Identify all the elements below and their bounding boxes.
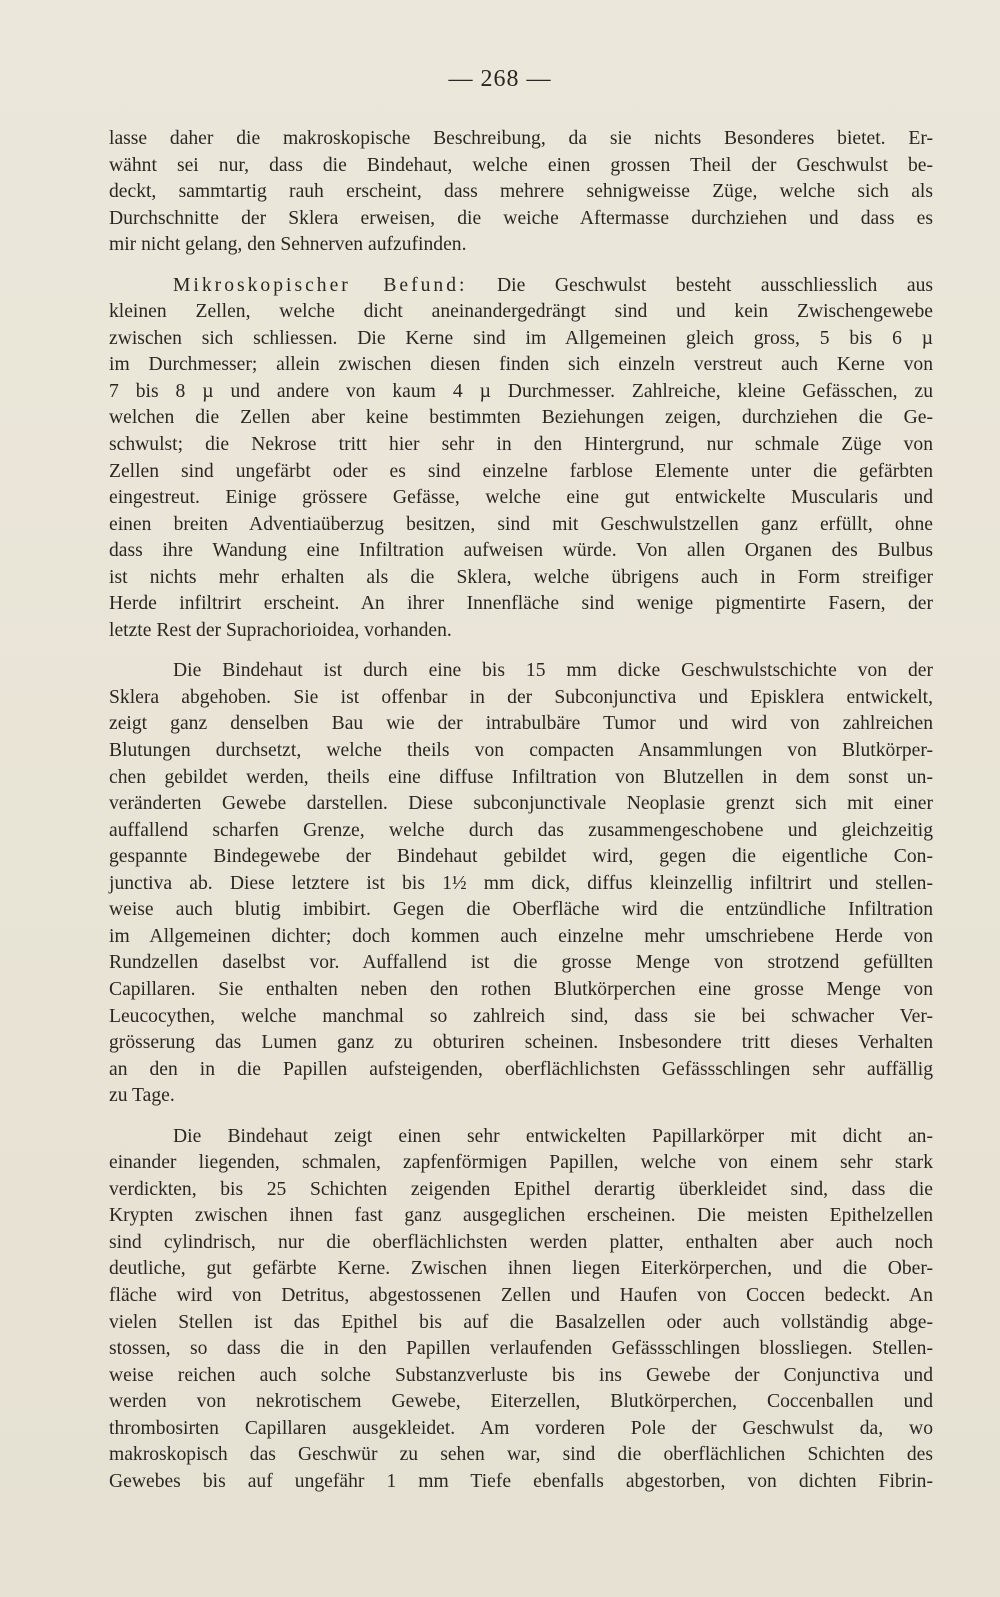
paragraph (109, 658, 933, 1109)
text-line: im Allgemeinen dichter; doch kommen auch einzelne mehr umschriebene Herde von (109, 925, 933, 947)
text-line: an den in die Papillen aufsteigenden, oberflächlichsten Gefässschlingen sehr auffällig (109, 1058, 933, 1080)
text-line: Krypten zwischen ihnen fast ganz ausgeglichen erscheinen. Die meisten Epithelzellen (109, 1205, 933, 1227)
text-line: Sklera abgehoben. Sie ist offenbar in der Subconjunctiva und Episklera entwickelt, (109, 686, 933, 708)
text-line: sind cylindrisch, nur die oberflächlichsten werden platter, enthalten aber auch noch (109, 1231, 933, 1253)
page-number: — 268 — (448, 66, 552, 92)
text-line: deutliche, gut gefärbte Kerne. Zwischen ihnen liegen Eiterkörperchen, und die Ober- (109, 1258, 933, 1280)
text-line: chen gebildet werden, theils eine diffuse Infiltration von Blutzellen in dem sonst un- (109, 766, 933, 788)
text-line: stossen, so dass die in den Papillen verlaufenden Gefässschlingen blossliegen. Stellen- (109, 1338, 933, 1360)
paragraph (109, 273, 933, 645)
paragraph (109, 126, 933, 259)
text-line: weise reichen auch solche Substanzverluste bis ins Gewebe der Conjunctiva und (109, 1364, 933, 1386)
text-line: zeigt ganz denselben Bau wie der intrabulbäre Tumor und wird von zahlreichen (109, 713, 933, 735)
text-line: gespannte Bindegewebe der Bindehaut gebildet wird, gegen die eigentliche Con- (109, 846, 933, 868)
text-line: Die Bindehaut ist durch eine bis 15 mm dicke Geschwulstschichte von der (173, 660, 933, 682)
text-line: vielen Stellen ist das Epithel bis auf die Basalzellen oder auch vollständig abge- (109, 1311, 933, 1333)
body-text (109, 126, 933, 1495)
text-line: schwulst; die Nekrose tritt hier sehr in den Hintergrund, nur schmale Züge von (109, 434, 933, 456)
text-line: grösserung das Lumen ganz zu obturiren scheinen. Insbesondere tritt dieses Verhalten (109, 1032, 933, 1054)
text-line: weise auch blutig imbibirt. Gegen die Oberfläche wird die entzündliche Infiltration (109, 899, 933, 921)
text-line: makroskopisch das Geschwür zu sehen war, sind die oberflächlichen Schichten des (109, 1444, 933, 1466)
text-line: eingestreut. Einige grössere Gefässe, welche eine gut entwickelte Muscularis und (109, 487, 933, 509)
section-heading: Mikroskopischer Befund: (173, 274, 468, 296)
text-line (109, 273, 933, 300)
text-line: einander liegenden, schmalen, zapfenförmigen Papillen, welche von einem sehr stark (109, 1152, 933, 1174)
text-line: veränderten Gewebe darstellen. Diese subconjunctivale Neoplasie grenzt sich mit einer (109, 793, 933, 815)
text-line: zwischen sich schliessen. Die Kerne sind im Allgemeinen gleich gross, 5 bis 6 µ (109, 327, 933, 349)
text-line: dass ihre Wandung eine Infiltration aufweisen würde. Von allen Organen des Bulbus (109, 540, 933, 562)
text-line: Zellen sind ungefärbt oder es sind einzelne farblose Elemente unter die gefärbten (109, 460, 933, 482)
text-line-rest: Die Geschwulst besteht ausschliesslich aus (467, 274, 934, 296)
text-line: auffallend scharfen Grenze, welche durch das zusammengeschobene und gleichzeitig (109, 819, 933, 841)
text-line: Herde infiltrirt erscheint. An ihrer Innenfläche sind wenige pigmentirte Fasern, der (109, 593, 933, 615)
text-line: verdickten, bis 25 Schichten zeigenden Epithel derartig überkleidet sind, dass die (109, 1178, 933, 1200)
text-line: einen breiten Adventiaüberzug besitzen, sind mit Geschwulstzellen ganz erfüllt, ohne (109, 513, 933, 535)
text-line: Gewebes bis auf ungefähr 1 mm Tiefe ebenfalls abgestorben, von dichten Fibrin- (109, 1470, 933, 1492)
paragraph (109, 1124, 933, 1496)
text-line: zu Tage. (109, 1085, 175, 1107)
text-line: welchen die Zellen aber keine bestimmten Beziehungen zeigen, durchziehen die Ge- (109, 407, 933, 429)
text-line: Blutungen durchsetzt, welche theils von compacten Ansammlungen von Blutkörper- (109, 740, 933, 762)
text-line: mir nicht gelang, den Sehnerven aufzufinden. (109, 234, 467, 256)
text-line: letzte Rest der Suprachorioidea, vorhanden. (109, 619, 452, 641)
text-line: im Durchmesser; allein zwischen diesen finden sich einzeln verstreut auch Kerne von (109, 354, 933, 376)
text-line: Rundzellen daselbst vor. Auffallend ist die grosse Menge von strotzend gefüllten (109, 952, 933, 974)
text-line: deckt, sammtartig rauh erscheint, dass mehrere sehnigweisse Züge, welche sich als (109, 181, 933, 203)
text-line: junctiva ab. Diese letztere ist bis 1½ mm dick, diffus kleinzellig infiltrirt und stellen- (109, 872, 933, 894)
text-line: kleinen Zellen, welche dicht aneinandergedrängt sind und kein Zwischengewebe (109, 301, 933, 323)
text-line: Capillaren. Sie enthalten neben den rothen Blutkörperchen eine grosse Menge von (109, 978, 933, 1000)
text-line: fläche wird von Detritus, abgestossenen Zellen und Haufen von Coccen bedeckt. An (109, 1284, 933, 1306)
text-line: Durchschnitte der Sklera erweisen, die weiche Aftermasse durchziehen und dass es (109, 207, 933, 229)
text-line: lasse daher die makroskopische Beschreibung, da sie nichts Besonderes bietet. Er- (109, 128, 933, 149)
text-line: wähnt sei nur, dass die Bindehaut, welche einen grossen Theil der Geschwulst be- (109, 154, 933, 176)
text-line: 7 bis 8 µ und andere von kaum 4 µ Durchmesser. Zahlreiche, kleine Gefässchen, zu (109, 380, 933, 402)
text-line: ist nichts mehr erhalten als die Sklera, welche übrigens auch in Form streifiger (109, 566, 933, 588)
text-line: Leucocythen, welche manchmal so zahlreich sind, dass sie bei schwacher Ver- (109, 1005, 933, 1027)
text-line: Die Bindehaut zeigt einen sehr entwickelten Papillarkörper mit dicht an- (173, 1125, 933, 1147)
text-line: thrombosirten Capillaren ausgekleidet. Am vorderen Pole der Geschwulst da, wo (109, 1417, 933, 1439)
text-line: werden von nekrotischem Gewebe, Eiterzellen, Blutkörperchen, Coccenballen und (109, 1391, 933, 1413)
